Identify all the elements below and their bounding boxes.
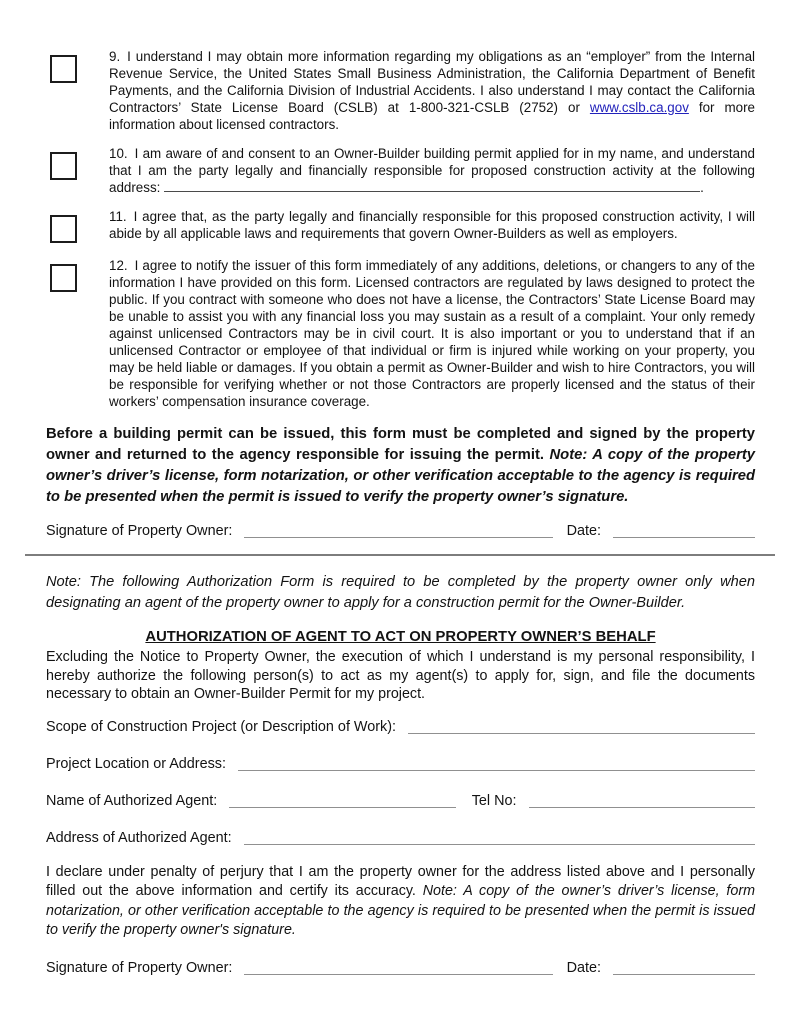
address-line-period: . (700, 180, 704, 195)
scope-label: Scope of Construction Project (or Description of Work): (46, 718, 397, 735)
permit-issuance-notice (46, 424, 755, 508)
notice-item-10-number: 10. (109, 146, 128, 161)
agent-name-field-row (46, 792, 755, 810)
signature-fill-line-2[interactable] (244, 959, 552, 975)
tel-no-fill-line[interactable] (529, 792, 756, 808)
notice-item-10-body: I am aware of and consent to an Owner-Builder building permit applied for in my name, and understand that I am the party legally and financially responsible for proposed construction activity at the following (109, 146, 755, 178)
checkbox-item-12[interactable] (50, 264, 77, 292)
section-divider (25, 554, 775, 556)
checkbox-item-9[interactable] (50, 55, 77, 83)
permit-notice-bold: Before a building permit can be issued, this form must be completed and signed by the property owner and returned to the agency responsible for issuing the permit. (46, 426, 755, 463)
notice-item-11 (46, 208, 755, 243)
notice-item-10 (46, 145, 755, 196)
signature-row-2 (46, 959, 755, 977)
declaration-body: I declare under penalty of perjury that I am the property owner for the address listed above and I personally filled out the above information and certify its accuracy. (46, 863, 755, 899)
scope-field-row (46, 718, 755, 736)
agent-name-fill-line[interactable] (229, 792, 456, 808)
notice-item-11-body: I agree that, as the party legally and financially responsible for this proposed construction activity, I will abide by all applicable laws and requirements that govern Owner-Builders as well as employers. (109, 209, 755, 241)
scope-fill-line[interactable] (408, 718, 755, 734)
agent-name-label: Name of Authorized Agent: (46, 792, 218, 809)
notice-item-12-body: I agree to notify the issuer of this form immediately of any additions, deletions, or changers to any of the information I have provided on this form. Licensed contractors are regulated by laws designed to protect the public. If you contract with someone who does not have a license, the Contractors’ State License Board may be unable to assist you with any financial loss you may sustain as a result of a complaint. Your only remedy against unlicensed Contractors may be in civil court. It is also important or you to understand that if an unlicensed Contractor or employee of that individual or firm is injured while working on your property, you may be held liable or damages. If you obtain a permit as Owner-Builder and wish to hire Contractors, you will be responsible for verifying whether or not those Contractors are properly licensed and the status of their workers’ compensation insurance coverage. (109, 258, 755, 409)
signature-fill-line-1[interactable] (244, 522, 552, 538)
notice-item-9 (46, 48, 755, 133)
notice-item-10-text (109, 145, 755, 196)
notice-checklist (46, 48, 755, 410)
address-fill-line[interactable] (164, 179, 700, 192)
agent-address-fill-line[interactable] (244, 829, 755, 845)
authorization-heading: AUTHORIZATION OF AGENT TO ACT ON PROPERTY OWNER’S BEHALF (145, 629, 656, 645)
checkbox-item-10[interactable] (50, 152, 77, 180)
project-location-field-row (46, 755, 755, 773)
signature-row-1 (46, 522, 755, 540)
notice-item-9-number: 9. (109, 49, 121, 64)
notice-item-12-number: 12. (109, 258, 128, 273)
notice-item-11-text (109, 208, 755, 242)
project-location-label: Project Location or Address: (46, 755, 226, 772)
address-label: address: (109, 180, 161, 195)
date-fill-line-1[interactable] (613, 522, 755, 538)
notice-item-12-text (109, 257, 755, 410)
notice-item-11-number: 11. (109, 209, 127, 224)
notice-item-9-body-end: for more information about licensed contractors. (109, 100, 756, 132)
authorization-intro: Excluding the Notice to Property Owner, the execution of which I understand is my personal responsibility, I hereby authorize the following person(s) to act as my agent(s) to apply for, sign, and file the documents necessary to obtain an Owner-Builder Permit for my project. (46, 649, 755, 702)
signature-label-1: Signature of Property Owner: (46, 523, 233, 539)
signature-label-2: Signature of Property Owner: (46, 959, 233, 976)
checkbox-item-11[interactable] (50, 215, 77, 243)
agent-address-field-row (46, 829, 755, 847)
permit-notice-note: Note: A copy of the property owner’s driver’s license, form notarization, or other verification acceptable to the agency is required to be presented when the permit is issued to verify the property owner’s signature. (46, 447, 755, 505)
authorization-section (46, 628, 755, 941)
date-label-2: Date: (566, 959, 601, 976)
notice-item-9-text (109, 48, 755, 133)
cslb-website-link[interactable]: www.cslb.ca.gov (589, 100, 689, 115)
tel-no-label: Tel No: (471, 792, 517, 809)
date-label-1: Date: (566, 523, 601, 539)
declaration-note: Note: A copy of the owner’s driver’s license, form notarization, or other verification acceptable to the agency is required to be presented when the permit is issued to verify the property owner's signature. (46, 883, 755, 938)
notice-item-9-body: I understand I may obtain more information regarding my obligations as an “employer” from the Internal Revenue Service, the United States Small Business Administration, the California Department of Benefit Payments, and the California Division of Industrial Accidents. I also understand I may contact the California Contractors’ State License Board (CSLB) at 1-800-321-CSLB (2752) or (109, 49, 755, 115)
agent-authorization-note: Note: The following Authorization Form is required to be completed by the property owner only when designating an agent of the property owner to apply for a construction permit for the Owner-Builder. (46, 574, 755, 611)
project-location-fill-line[interactable] (238, 755, 755, 771)
date-fill-line-2[interactable] (613, 959, 755, 975)
agent-address-label: Address of Authorized Agent: (46, 829, 232, 846)
notice-item-12 (46, 257, 755, 410)
perjury-declaration (46, 863, 755, 941)
